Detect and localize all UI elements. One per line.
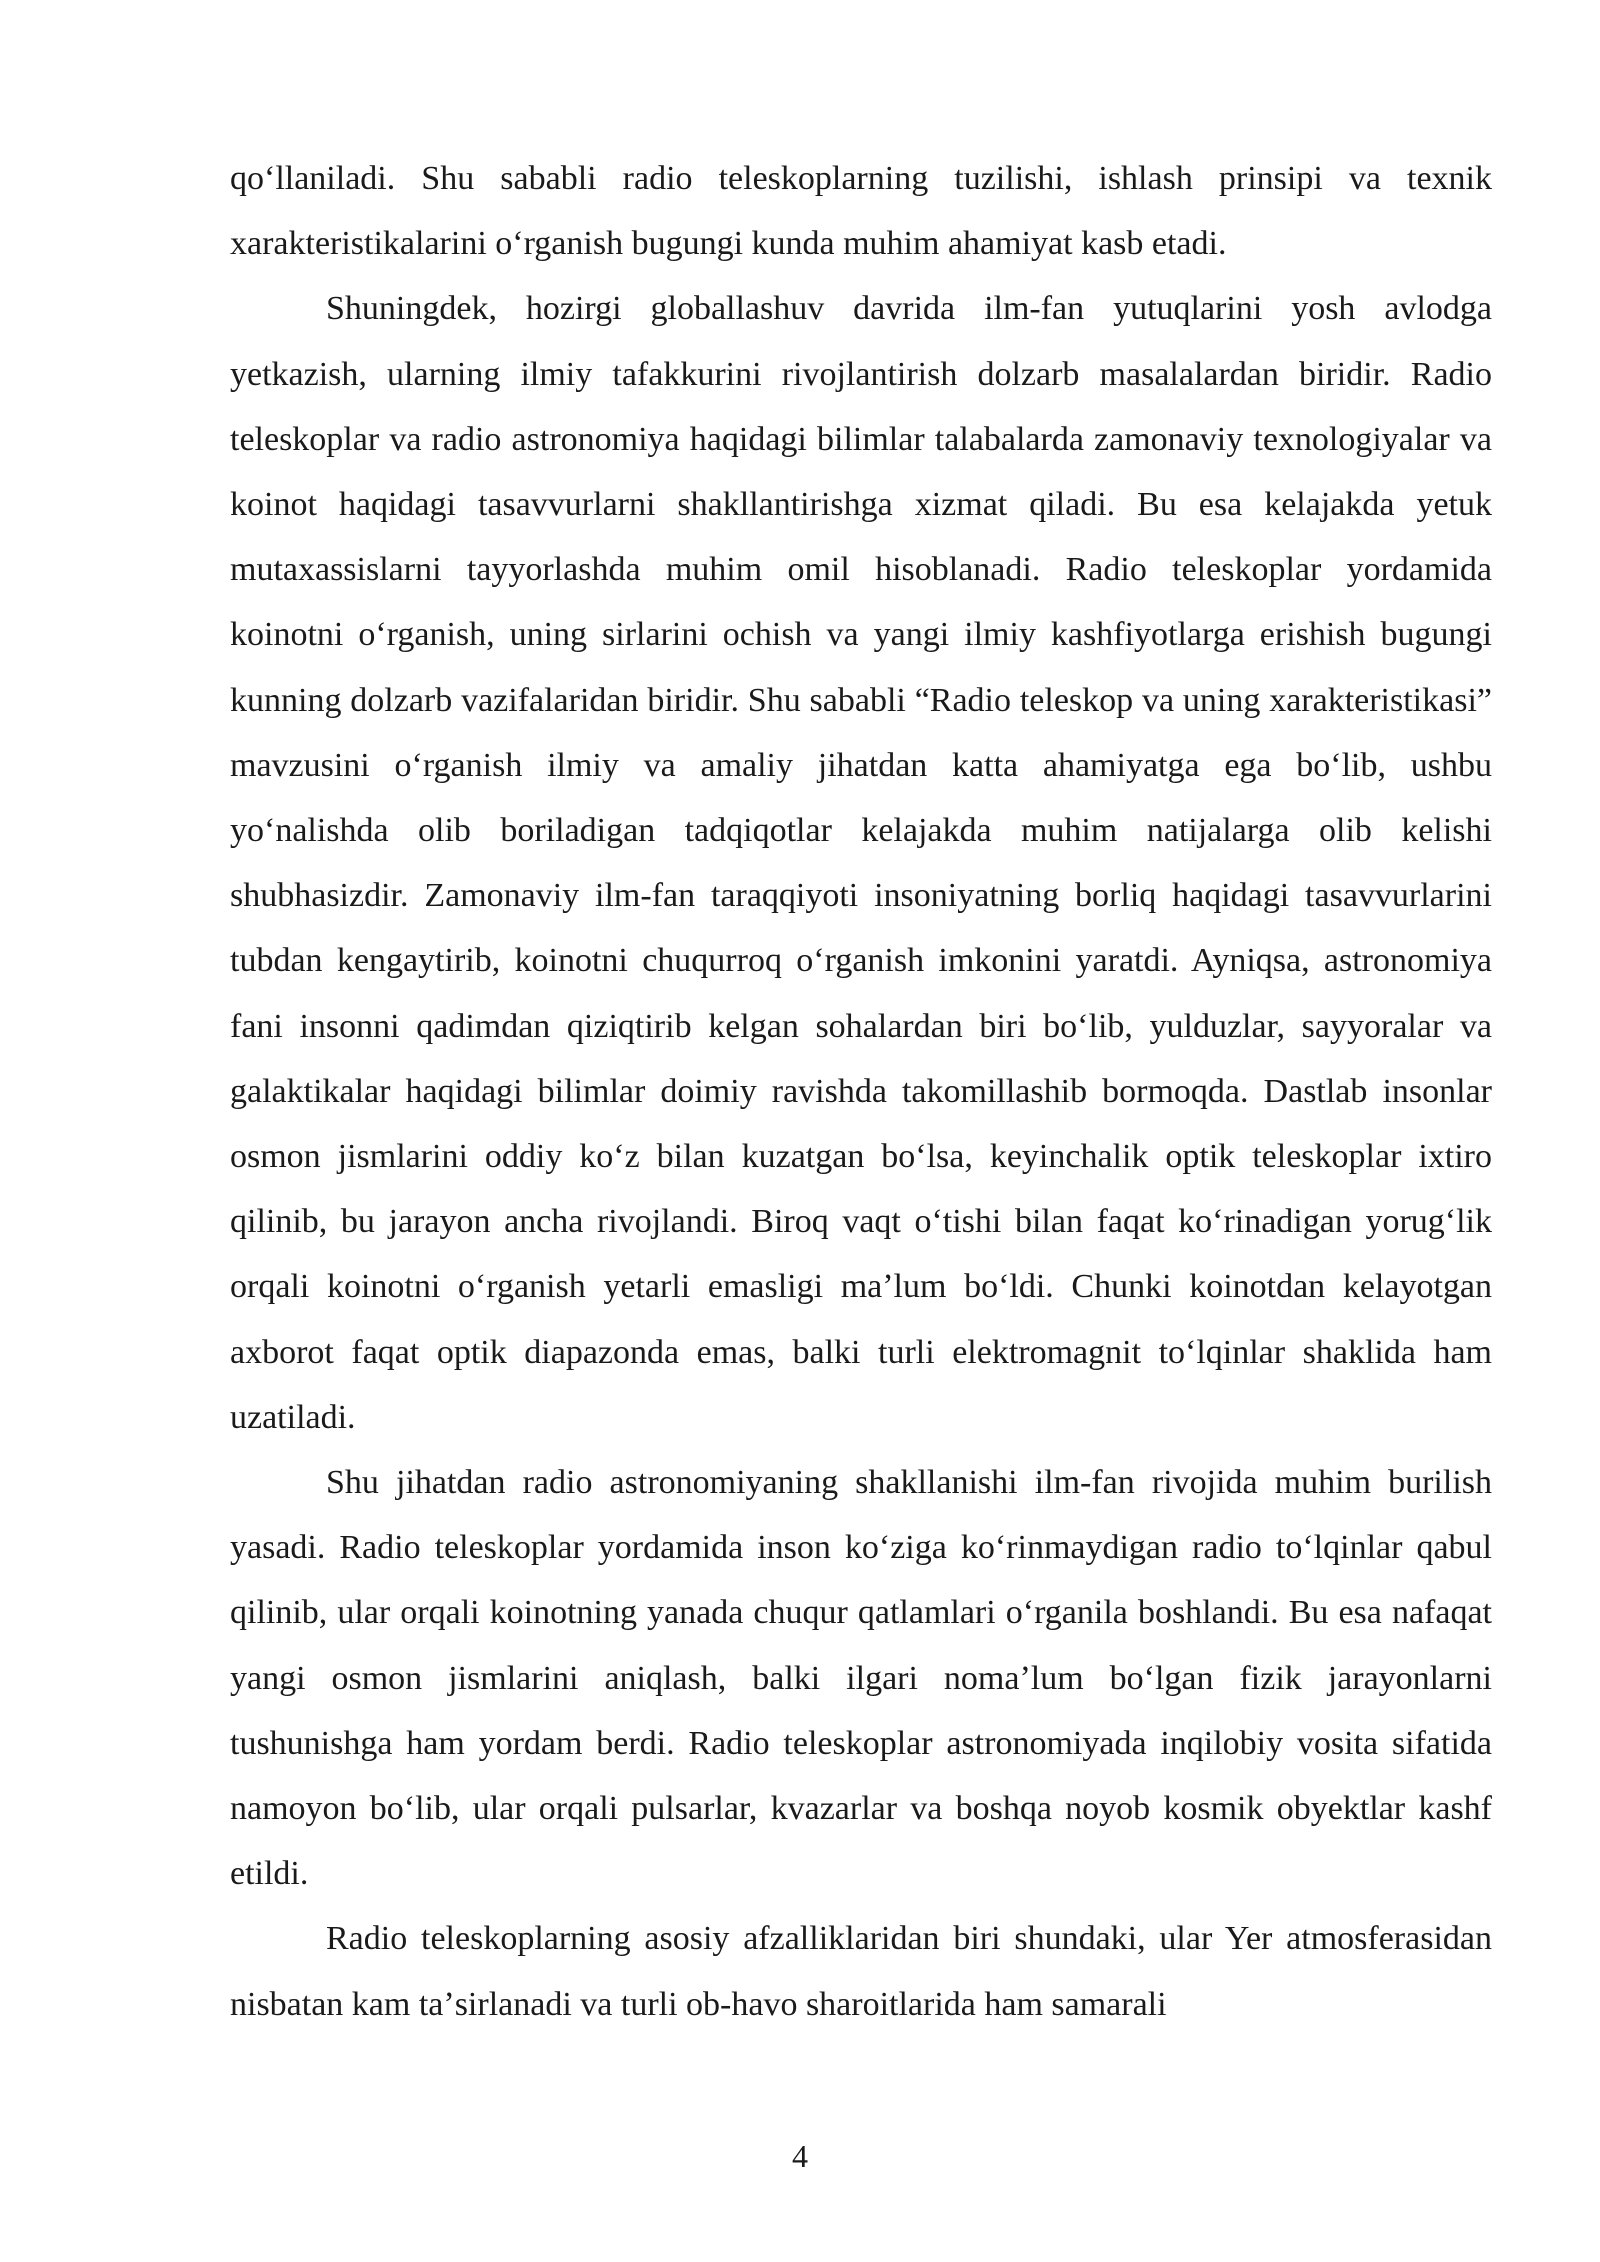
paragraph-continuation: qoʻllaniladi. Shu sababli radio teleskoplarning tuzilishi, ishlash prinsipi va texnik xarakteristikalarini oʻrganish bugungi kunda muhim ahamiyat kasb etadi. (230, 160, 1492, 263)
paragraph: Radio teleskoplarning asosiy afzalliklaridan biri shundaki, ular Yer atmosferasidan nisbatan kam taʼsirlanadi va turli ob-havo sharoitlarida ham samarali (230, 1920, 1492, 2023)
page-number: 4 (792, 2138, 808, 2174)
paragraph: Shu jihatdan radio astronomiyaning shakllanishi ilm-fan rivojida muhim burilish yasadi. Radio teleskoplar yordamida inson koʻziga koʻrinmaydigan radio toʻlqinlar qabul qilinib, ular orqali koinotning yanada chuqur qatlamlari oʻrganila boshlandi. Bu esa nafaqat yangi osmon jismlarini aniqlash, balki ilgari nomaʼlum boʻlgan fizik jarayonlarni tushunishga ham yordam berdi. Radio teleskoplar astronomiyada inqilobiy vosita sifatida namoyon boʻlib, ular orqali pulsarlar, kvazarlar va boshqa noyob kosmik obyektlar kashf etildi. (230, 1464, 1492, 1893)
body-text (230, 146, 1492, 2037)
paragraph: Shuningdek, hozirgi globallashuv davrida ilm-fan yutuqlarini yosh avlodga yetkazish, ularning ilmiy tafakkurini rivojlantirish dolzarb masalalardan biridir. Radio teleskoplar va radio astronomiya haqidagi bilimlar talabalarda zamonaviy texnologiyalar va koinot haqidagi tasavvurlarni shakllantirishga xizmat qiladi. Bu esa kelajakda yetuk mutaxassislarni tayyorlashda muhim omil hisoblanadi. Radio teleskoplar yordamida koinotni oʻrganish, uning sirlarini ochish va yangi ilmiy kashfiyotlarga erishish bugungi kunning dolzarb vazifalaridan biridir. Shu sababli “Radio teleskop va uning xarakteristikasi” mavzusini oʻrganish ilmiy va amaliy jihatdan katta ahamiyatga ega boʻlib, ushbu yoʻnalishda olib boriladigan tadqiqotlar kelajakda muhim natijalarga olib kelishi shubhasizdir. Zamonaviy ilm-fan taraqqiyoti insoniyatning borliq haqidagi tasavvurlarini tubdan kengaytirib, koinotni chuqurroq oʻrganish imkonini yaratdi. Ayniqsa, astronomiya fani insonni qadimdan qiziqtirib kelgan sohalardan biri boʻlib, yulduzlar, sayyoralar va galaktikalar haqidagi bilimlar doimiy ravishda takomillashib bormoqda. Dastlab insonlar osmon jismlarini oddiy koʻz bilan kuzatgan boʻlsa, keyinchalik optik teleskoplar ixtiro qilinib, bu jarayon ancha rivojlandi. Biroq vaqt oʻtishi bilan faqat koʻrinadigan yorugʻlik orqali koinotni oʻrganish yetarli emasligi maʼlum boʻldi. Chunki koinotdan kelayotgan axborot faqat optik diapazonda emas, balki turli elektromagnit toʻlqinlar shaklida ham uzatiladi. (230, 290, 1492, 1436)
